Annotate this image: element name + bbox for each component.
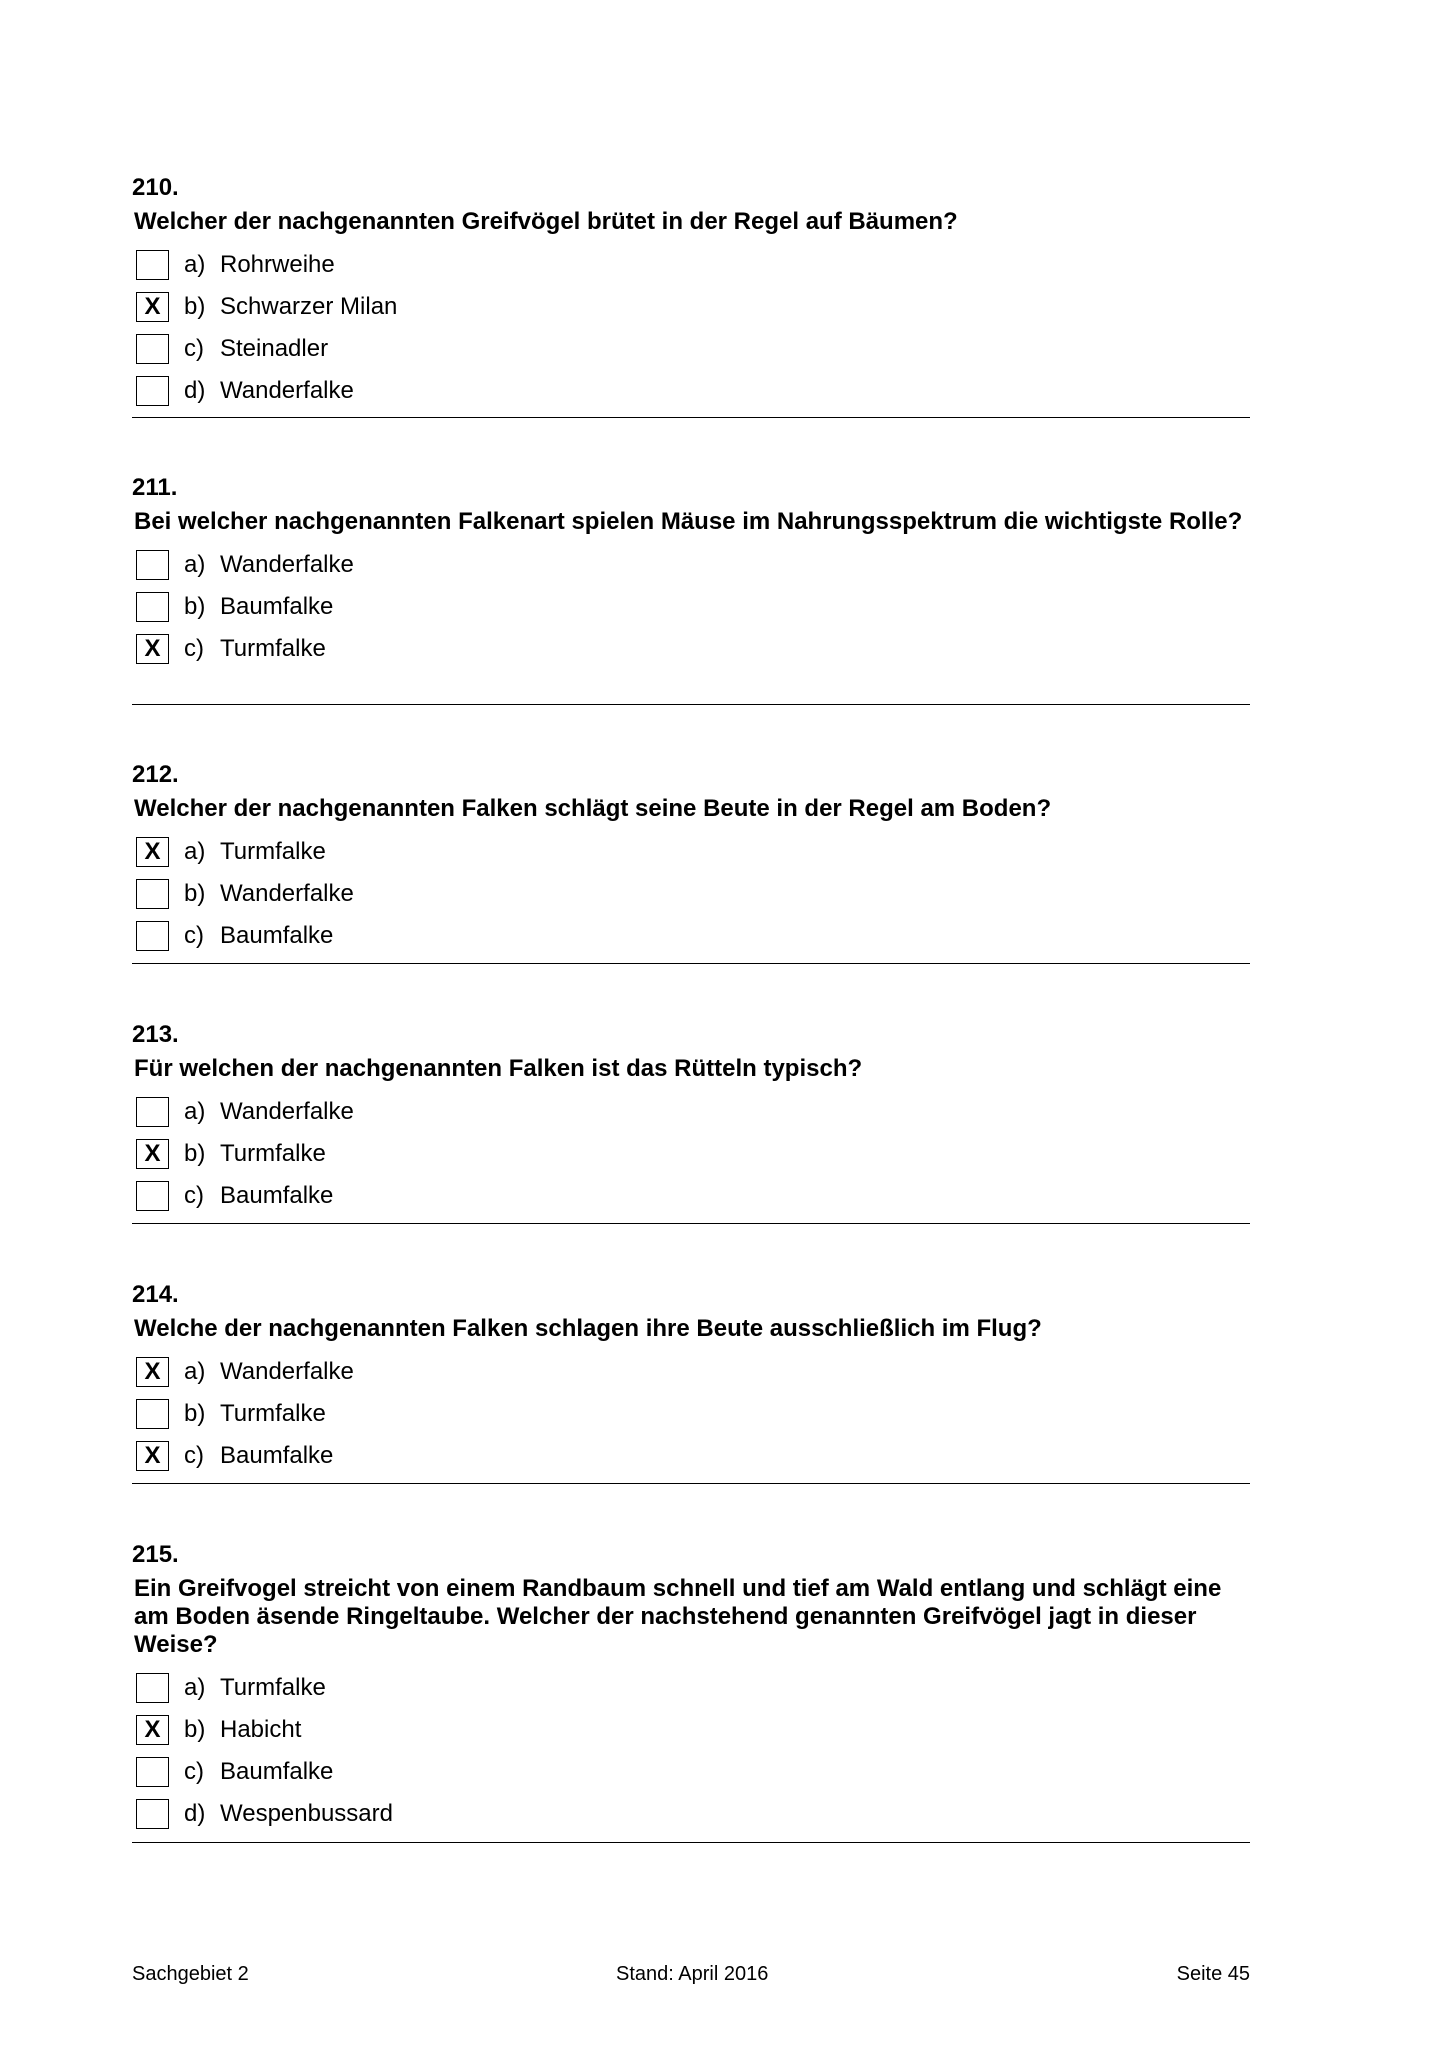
question-text: Welcher der nachgenannten Falken schlägt seine Beute in der Regel am Boden? [134, 795, 1052, 822]
answer-options [132, 244, 1250, 412]
question-text: Welche der nachgenannten Falken schlagen ihre Beute ausschließlich im Flug? [134, 1315, 1042, 1342]
answer-option [132, 1793, 1250, 1835]
answer-checkbox[interactable] [136, 1673, 169, 1703]
answer-options [132, 1091, 1250, 1217]
option-letter: a) [184, 838, 206, 865]
option-letter: b) [184, 1140, 206, 1167]
answer-checkbox[interactable] [136, 1097, 169, 1127]
answer-checkbox[interactable] [136, 592, 169, 622]
question-number: 215. [132, 1541, 179, 1568]
question-number: 210. [132, 174, 179, 201]
footer-date: Stand: April 2016 [616, 1963, 769, 1985]
answer-option [132, 244, 1250, 286]
answer-checkbox[interactable] [136, 921, 169, 951]
answer-option [132, 873, 1250, 915]
answer-option [132, 1667, 1250, 1709]
answer-checkbox[interactable]: X [136, 292, 169, 322]
answer-option [132, 286, 1250, 328]
separator-line [132, 963, 1250, 964]
option-letter: b) [184, 1716, 206, 1743]
question-number: 213. [132, 1021, 179, 1048]
option-text: Turmfalke [220, 1400, 326, 1427]
answer-option [132, 1091, 1250, 1133]
option-text: Baumfalke [220, 593, 334, 620]
question-number: 211. [132, 474, 178, 501]
separator-line [132, 1483, 1250, 1484]
answer-option [132, 1751, 1250, 1793]
answer-options [132, 1667, 1250, 1835]
option-letter: c) [184, 1442, 204, 1469]
option-text: Schwarzer Milan [220, 293, 398, 320]
answer-checkbox[interactable]: X [136, 634, 169, 664]
answer-checkbox[interactable] [136, 1181, 169, 1211]
separator-line [132, 1842, 1250, 1843]
option-letter: c) [184, 922, 204, 949]
answer-checkbox[interactable] [136, 334, 169, 364]
option-letter: a) [184, 1358, 206, 1385]
option-text: Wanderfalke [220, 551, 354, 578]
option-text: Steinadler [220, 335, 329, 362]
option-letter: d) [184, 377, 206, 404]
answer-checkbox[interactable] [136, 1799, 169, 1829]
separator-line [132, 704, 1250, 705]
answer-option [132, 370, 1250, 412]
footer-section: Sachgebiet 2 [132, 1963, 249, 1985]
option-letter: a) [184, 1098, 206, 1125]
answer-option [132, 915, 1250, 957]
option-letter: a) [184, 1674, 206, 1701]
option-text: Wanderfalke [220, 1358, 354, 1385]
question-number: 212. [132, 761, 179, 788]
answer-option [132, 831, 1250, 873]
answer-option [132, 1175, 1250, 1217]
answer-option [132, 1709, 1250, 1751]
option-letter: b) [184, 293, 206, 320]
answer-checkbox[interactable] [136, 550, 169, 580]
option-text: Turmfalke [220, 1674, 326, 1701]
answer-checkbox[interactable] [136, 376, 169, 406]
answer-checkbox[interactable] [136, 1399, 169, 1429]
option-text: Turmfalke [220, 838, 326, 865]
question-214 [132, 1281, 1250, 1477]
option-text: Turmfalke [220, 635, 326, 662]
answer-option [132, 586, 1250, 628]
separator-line [132, 417, 1250, 418]
option-text: Rohrweihe [220, 251, 335, 278]
answer-option [132, 628, 1250, 670]
separator-line [132, 1223, 1250, 1224]
answer-option [132, 1133, 1250, 1175]
footer-page-number: Seite 45 [1176, 1963, 1250, 1985]
answer-checkbox[interactable] [136, 1757, 169, 1787]
option-text: Wanderfalke [220, 880, 354, 907]
option-letter: b) [184, 880, 206, 907]
answer-checkbox[interactable]: X [136, 1139, 169, 1169]
question-210 [132, 174, 1250, 412]
question-215 [132, 1541, 1250, 1835]
answer-checkbox[interactable]: X [136, 1357, 169, 1387]
question-text: Welcher der nachgenannten Greifvögel brütet in der Regel auf Bäumen? [134, 208, 958, 235]
answer-option [132, 544, 1250, 586]
option-letter: a) [184, 251, 206, 278]
answer-options [132, 831, 1250, 957]
answer-checkbox[interactable] [136, 250, 169, 280]
option-text: Wanderfalke [220, 377, 354, 404]
answer-checkbox[interactable]: X [136, 1715, 169, 1745]
question-text: Bei welcher nachgenannten Falkenart spielen Mäuse im Nahrungsspektrum die wichtigste Rolle? [134, 508, 1243, 535]
option-text: Wespenbussard [220, 1800, 393, 1827]
question-text: Ein Greifvogel streicht von einem Randbaum schnell und tief am Wald entlang und schlägt eine am Boden äsende Ringeltaube. Welcher der nachstehend genannten Greifvögel jagt in dieser Weise? [134, 1575, 1222, 1658]
question-211 [132, 474, 1250, 670]
option-text: Baumfalke [220, 1442, 334, 1469]
question-text: Für welchen der nachgenannten Falken ist das Rütteln typisch? [134, 1055, 863, 1082]
option-letter: b) [184, 1400, 206, 1427]
option-letter: c) [184, 635, 204, 662]
answer-checkbox[interactable]: X [136, 837, 169, 867]
option-text: Baumfalke [220, 1758, 334, 1785]
option-letter: c) [184, 335, 204, 362]
question-212 [132, 761, 1250, 957]
answer-checkbox[interactable]: X [136, 1441, 169, 1471]
option-text: Wanderfalke [220, 1098, 354, 1125]
option-letter: c) [184, 1182, 204, 1209]
answer-option [132, 328, 1250, 370]
option-text: Habicht [220, 1716, 302, 1743]
question-213 [132, 1021, 1250, 1217]
answer-option [132, 1351, 1250, 1393]
question-number: 214. [132, 1281, 179, 1308]
answer-checkbox[interactable] [136, 879, 169, 909]
answer-option [132, 1393, 1250, 1435]
option-text: Baumfalke [220, 922, 334, 949]
page-footer [132, 1960, 1250, 1988]
answer-options [132, 544, 1250, 670]
option-letter: c) [184, 1758, 204, 1785]
answer-options [132, 1351, 1250, 1477]
option-text: Baumfalke [220, 1182, 334, 1209]
option-letter: b) [184, 593, 206, 620]
answer-option [132, 1435, 1250, 1477]
option-text: Turmfalke [220, 1140, 326, 1167]
option-letter: a) [184, 551, 206, 578]
option-letter: d) [184, 1800, 206, 1827]
